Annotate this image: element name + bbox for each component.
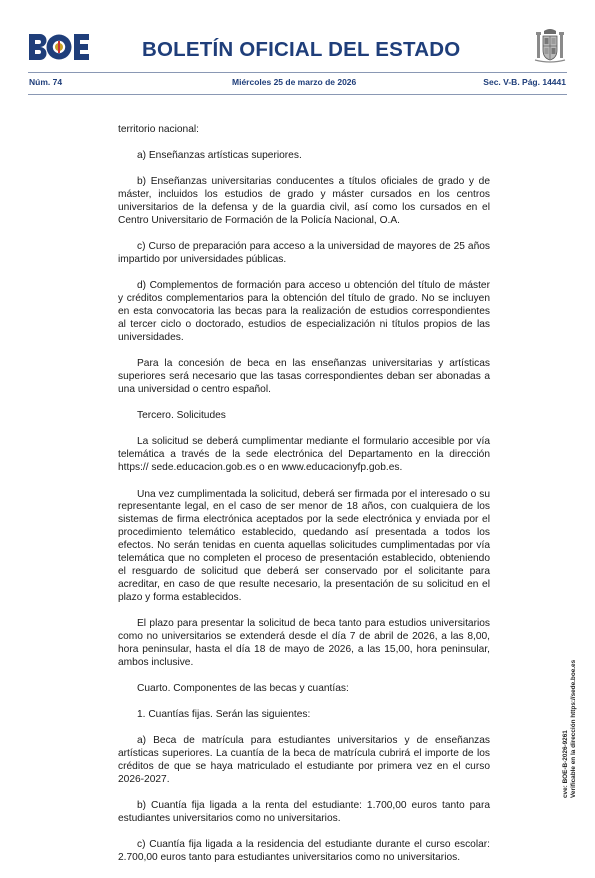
- paragraph: a) Enseñanzas artísticas superiores.: [137, 150, 302, 162]
- verification-link[interactable]: Verificable en la dirección https://sede.boe.es: [570, 659, 577, 798]
- section-page: Sec. V-B. Pág. 14441: [483, 77, 566, 87]
- page-title: BOLETÍN OFICIAL DEL ESTADO: [142, 38, 461, 61]
- issue-number: Núm. 74: [29, 77, 63, 87]
- paragraph: 1. Cuantías fijas. Serán las siguientes:: [137, 709, 311, 721]
- section-heading: Cuarto. Componentes de las becas y cuantías:: [137, 682, 349, 694]
- paragraph: c) Curso de preparación para acceso a la universidad de mayores de 25 años impartido por universidades públicas.: [118, 241, 490, 266]
- header-divider-top: [28, 72, 567, 73]
- publication-date: Miércoles 25 de marzo de 2026: [232, 77, 357, 87]
- document-body: [118, 124, 490, 878]
- paragraph: c) Cuantía fija ligada a la residencia del estudiante durante el curso escolar: 2.700,00 euros tanto para estudiantes universitarios como no universitarios.: [118, 839, 490, 864]
- boe-logo[interactable]: [27, 32, 91, 62]
- paragraph: territorio nacional:: [118, 124, 199, 135]
- verification-note: [562, 618, 578, 798]
- paragraph: La solicitud se deberá cumplimentar mediante el formulario accesible por vía telemática a través de la sede electrónica del Departamento en la dirección https:// sede.educacion.gob.es o en www.educacionyfp.gob.es.: [118, 436, 490, 474]
- paragraph: El plazo para presentar la solicitud de beca tanto para estudios universitarios como no universitarios se extenderá desde el día 7 de abril de 2026, a las 8,00, hora peninsular, hasta el día 18 de mayo de 2026, a las 15,00, hora peninsular, ambos inclusive.: [118, 617, 490, 668]
- paragraph: b) Enseñanzas universitarias conducentes a títulos oficiales de grado y de máster, incluidos los estudios de grado y máster cursados en los centros universitarios de la defensa y de la guardia civil, así como los cursados en el Centro Universitario de Formación de la Policía Nacional, O.A.: [118, 176, 490, 227]
- section-heading: Tercero. Solicitudes: [137, 410, 226, 422]
- paragraph: Para la concesión de beca en las enseñanzas universitarias y artísticas superiores será necesario que las tasas correspondientes deban ser abonadas a una universidad o centro español.: [118, 358, 490, 396]
- paragraph: d) Complementos de formación para acceso u obtención del título de máster y créditos complementarios para la obtención del título de grado. No se incluyen en esta convocatoria las becas para la realización de estudios correspondientes al tercer ciclo o doctorado, estudios de especialización ni títulos propios de las universidades.: [118, 280, 490, 344]
- paragraph: Una vez cumplimentada la solicitud, deberá ser firmada por el interesado o su representante legal, en el caso de ser menor de 18 años, con cualquiera de los sistemas de firma electrónica aceptados por la sede electrónica y enviada por el procedimiento telemático establecido, quedando así presentada a todos los efectos. No serán tenidas en cuenta aquellas solicitudes cumplimentadas por vía telemática que no completen el proceso de presentación establecido, obteniendo el resguardo de solicitud que deberá ser conservado por el solicitante para acreditar, en caso de que resulte necesario, la presentación de su solicitud en el plazo y forma establecidos.: [118, 488, 490, 603]
- paragraph: b) Cuantía fija ligada a la renta del estudiante: 1.700,00 euros tanto para estudiantes universitarios como no universitarios.: [118, 800, 490, 825]
- coat-of-arms-icon: [533, 28, 567, 64]
- paragraph: a) Beca de matrícula para estudiantes universitarios y de enseñanzas artísticas superiores. La cuantía de la beca de matrícula cubrirá el importe de los créditos de que se haya matriculado el estudiante por primera vez en el curso 2026-2027.: [118, 735, 490, 785]
- cve-code: cve: BOE-B-2026-9261: [562, 730, 569, 798]
- header-divider-bottom: [28, 94, 567, 95]
